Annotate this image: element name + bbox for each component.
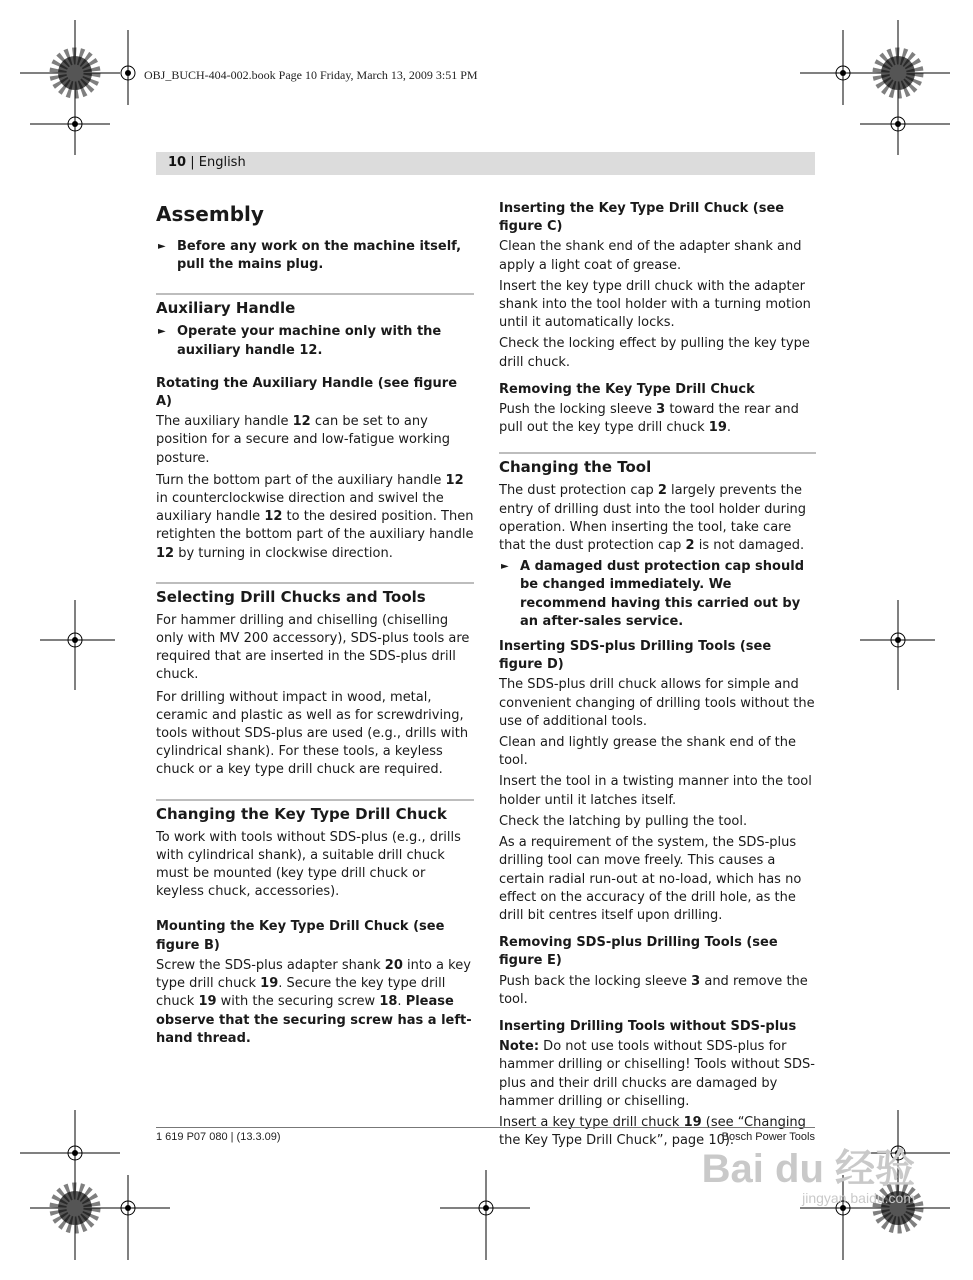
aux-handle-title: Auxiliary Handle [156,293,474,319]
insert-sds-subtitle: Inserting SDS-plus Drilling Tools (see figure D) [499,639,772,673]
aux-paragraph-1: The auxiliary handle 12 can be set to any position for a secure and low-fatigue working posture. [156,414,450,466]
insert-sds-paragraph-4: Check the latching by pulling the tool. [499,813,748,829]
watermark-url: jingyan.baidu.com [802,1190,915,1206]
header-language: English [198,155,246,170]
bullet-arrow-icon: ► [158,241,166,252]
dust-cap-warning: ► A damaged dust protection cap should be changed immediately. We recommend having this carried out by an after-sales service. [501,559,804,629]
changing-tool-title: Changing the Tool [499,452,816,478]
mount-key-chuck-subtitle: Mounting the Key Type Drill Chuck (see figure B) [156,919,445,953]
star-target-bottom-left [58,1191,92,1225]
registration-mark-bottom-center [440,1170,530,1260]
bullet-arrow-icon: ► [501,561,509,573]
bullet-arrow-icon: ► [158,326,166,338]
insert-key-paragraph-1: Clean the shank end of the adapter shank and apply a light coat of grease. [499,239,802,273]
registration-mark-right-middle [860,600,935,690]
insert-sds-paragraph-3: Insert the tool in a twisting manner into the tool holder until it latches itself. [499,774,812,808]
remove-sds-subtitle: Removing SDS-plus Drilling Tools (see figure E) [499,935,778,969]
registration-mark-top-right [800,20,950,155]
remove-key-chuck-subtitle: Removing the Key Type Drill Chuck [499,381,755,397]
select-paragraph-2: For drilling without impact in wood, metal, ceramic and plastic as well as for screwdriving, tools without SDS-plus are used (e.g., drills with cylindrical shank). For these tools, a keyless chuck or a key type drill chuck are required. [156,689,469,778]
aux-handle-warning: ► Operate your machine only with the auxiliary handle 12. [158,324,442,358]
insert-key-paragraph-2: Insert the key type drill chuck with the adapter shank into the tool holder with a turning motion until it automatically locks. [499,278,811,331]
insert-sds-paragraph-5: As a requirement of the system, the SDS-plus drilling tool can move freely. This causes a certain radial run-out at no-load, which has no effect on the accuracy of the drill hole, as the drill bit centres itself upon drilling. [499,835,802,923]
change-key-paragraph: To work with tools without SDS-plus (e.g., drills with cylindrical shank), a suitable drill chuck must be mounted (key type drill chuck or keyless chuck, accessories). [156,829,461,900]
mount-key-chuck-paragraph: Screw the SDS-plus adapter shank 20 into a key type drill chuck 19. Secure the key type drill chuck 19 with the securing screw 18. Please observe that the securing screw has a left-hand thread. [156,957,472,1046]
insert-sds-paragraph-2: Clean and lightly grease the shank end of the tool. [499,735,797,769]
page-number: 10 [168,155,187,170]
assembly-title: Assembly [156,202,264,226]
page-header [156,152,815,175]
assembly-warning: ► Before any work on the machine itself, pull the mains plug. [158,239,462,273]
insert-key-paragraph-3: Check the locking effect by pulling the key type drill chuck. [499,336,810,370]
watermark [702,1148,915,1206]
changing-tool-paragraph: The dust protection cap 2 largely prevents the entry of drilling dust into the tool holder during operation. When inserting the tool, take care that the dust protection cap 2 is not damaged. [499,483,807,554]
insert-without-sds-subtitle: Inserting Drilling Tools without SDS-plus [499,1018,797,1034]
right-column [499,200,816,1153]
change-key-chuck-title: Changing the Key Type Drill Chuck [156,799,474,825]
remove-sds-paragraph: Push back the locking sleeve 3 and remove the tool. [499,973,808,1007]
registration-mark-left-middle [40,600,115,690]
insert-sds-paragraph-1: The SDS-plus drill chuck allows for simple and convenient changing of drilling tools without the use of additional tools. [499,677,815,729]
print-slug: OBJ_BUCH-404-002.book Page 10 Friday, March 13, 2009 3:51 PM [144,68,478,82]
remove-key-paragraph: Push the locking sleeve 3 toward the rear and pull out the key type drill chuck 19. [499,402,799,436]
registration-mark-bottom-left [20,1110,170,1260]
header-separator: | [186,155,199,170]
aux-rotate-subtitle: Rotating the Auxiliary Handle (see figure A) [156,375,458,410]
insert-without-paragraph: Insert a key type drill chuck 19 (see “Changing the Key Type Drill Chuck”, page 10). [499,1114,806,1149]
note-paragraph: Note: Do not use tools without SDS-plus for hammer drilling or chiselling! Tools without SDS-plus and their drill chucks are damaged by hammer drilling or chiselling. [499,1039,815,1109]
footer-brand: Bosch Power Tools [721,1131,815,1143]
page-footer [156,1127,815,1143]
star-target-top-left [58,56,92,90]
insert-key-chuck-subtitle: Inserting the Key Type Drill Chuck (see figure C) [499,201,785,235]
left-column [156,200,474,1051]
select-paragraph-1: For hammer drilling and chiselling (chiselling only with MV 200 accessory), SDS-plus tools are required that are inserted in the SDS-plus drill chuck. [156,612,470,683]
footer-doc-number: 1 619 P07 080 | (13.3.09) [156,1131,281,1143]
select-chucks-title: Selecting Drill Chucks and Tools [156,582,474,608]
watermark-brand: Bai du 经验 [701,1147,915,1191]
star-target-top-right [881,56,915,90]
aux-paragraph-2: Turn the bottom part of the auxiliary handle 12 in counterclockwise direction and swivel the auxiliary handle 12 to the desired position. Then retighten the bottom part of the auxiliary handle 12 by turning in clockwise direction. [156,472,474,561]
